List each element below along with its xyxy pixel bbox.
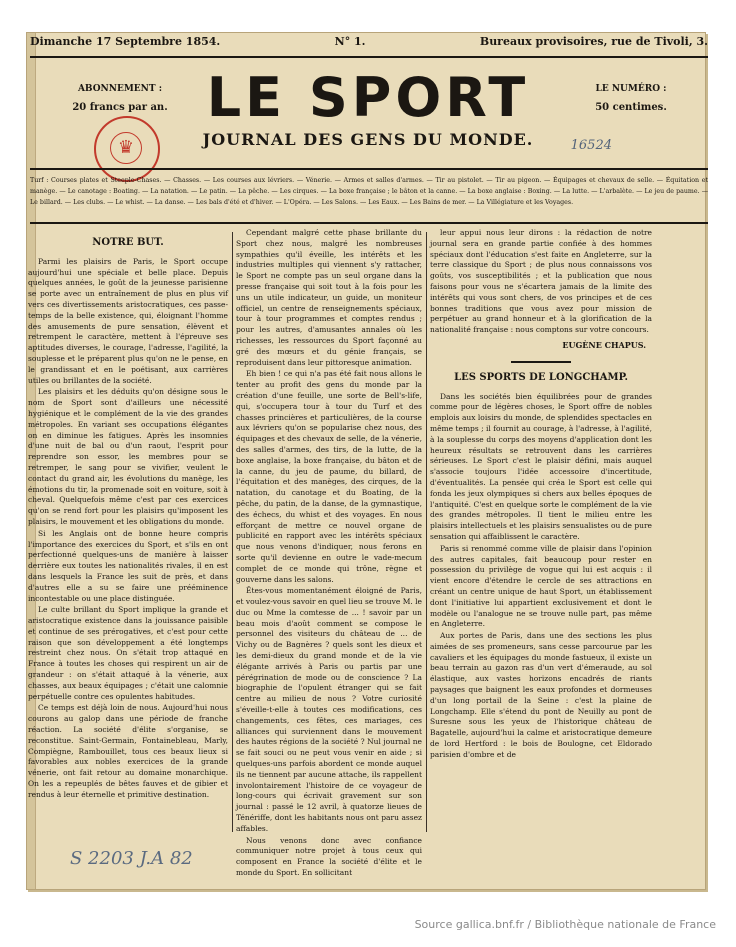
column-divider	[232, 232, 233, 832]
issue-date: Dimanche 17 Septembre 1854.	[30, 34, 221, 48]
topics-bottom-rule	[30, 222, 708, 224]
single-issue-price-box	[576, 84, 686, 113]
article-paragraph: Êtes-vous momentanément éloigné de Paris, et voulez-vous savoir en quel lieu se trouve M. le duc ou Mme la comtesse de ... ! savoir par un beau mois d'août comment se compose le personnel des visiteurs du château de ... de Vichy ou de Bagnères ? quels sont les dieux et les demi-dieux du grand monde et de la vie élégante arrivés à Paris ou partis par une pérégrination de mode ou de conscience ? La biographie de l'opulent étranger qui se fait centre au milieu de nous ? Votre curiosité s'éveille-t-elle à toutes ces modifications, ces changements, ces fêtes, ces mariages, ces alliances qui surviennent dans le mouvement des hautes régions de la société ? Nul journal ne se fait souci ou ne peut vous venir en aide ; si quelques-uns parfois abordent ce monde auquel ils ne tiennent par aucune attache, ils rappellent involontairement l'histoire de ce voyageur de long-cours qui écrivait gravement sur son journal : passé le 12 avril, à quatorze lieues de Ténériffe, dont les habitants nous ont paru assez affables.	[236, 586, 422, 833]
column-divider	[426, 232, 427, 832]
article-heading: NOTRE BUT.	[92, 237, 164, 248]
article-heading: LES SPORTS DE LONGCHAMP.	[454, 371, 628, 383]
article-paragraph: Ce temps est déjà loin de nous. Aujourd'hui nous courons au galop dans une période de franche réaction. La société d'élite s'organise, se reconstitue. Saint-Germain, Fontainebleau, Marly, Compiègne, Rambouillet, tous ces beaux lieux si favorables aux nobles exercices de la grande vénerie, ont fait retour au domaine monarchique. On les a repeuplés de bêtes fauves et de gibier et rendus à leur éternelle et primitive destination.	[28, 703, 228, 799]
article-paragraph: Si les Anglais ont de bonne heure compris l'importance des exercices du Sport, et s'ils en ont perfectionné quelques-uns de manière à laisser derrière eux toutes les nationalités rivales, il en est dans lesquels la France les suit de près, et dans d'autres elle a su se faire une prééminence incontestable ou une place distinguée.	[28, 528, 228, 603]
handwritten-margin-notes: S 2203 J.A 82	[70, 848, 193, 869]
library-stamp	[94, 116, 160, 182]
author-signature: EUGÈNE CHAPUS.	[562, 339, 646, 350]
dateline	[30, 32, 708, 50]
source-credit: Source gallica.bnf.fr / Bibliothèque nationale de France	[414, 918, 716, 931]
header-rule	[30, 56, 708, 58]
column-3	[430, 228, 652, 838]
newspaper-title: LE SPORT	[206, 66, 530, 129]
column-2	[236, 228, 422, 878]
article-paragraph: Dans les sociétés bien équilibrées pour de grandes comme pour de légères choses, le Sport offre de nobles emplois aux loisirs du monde, de splendides spectacles en même temps ; il fournit au courage, à l'adresse, à l'agilité, à la souplesse du corps des moyens d'application dont les heureux résultats se retrouvent dans les carrières sérieuses. Le Sport c'est le plaisir défini, mais auquel s'associe toujours l'idée accessoire d'incertitude, d'éventualités. La pensée qui créa le Sport est celle qui fonda les jeux olympiques si chers aux belles époques de l'antiquité. C'est en quelque sorte le complément de la vie des grandes métropoles. Il tient le milieu entre les plaisirs intellectuels et les plaisirs sensualistes ou de pure sensation qui affaiblissent le caractère.	[430, 391, 652, 541]
eagle-icon: ♛	[110, 132, 142, 164]
article-paragraph: Nous venons donc avec confiance communiquer notre projet à tous ceux qui composent en France la société d'élite et le monde du Sport. En sollicitant	[236, 835, 422, 878]
column-1	[28, 228, 228, 838]
topics-top-rule	[30, 168, 708, 170]
article-paragraph: Parmi les plaisirs de Paris, le Sport occupe aujourd'hui une spéciale et belle place. Depuis quelques années, le goût de la jeunesse parisienne se porte avec un entraînement de plus en plus vif vers ces divertissements aristocratiques, ces passe-temps de la belle existence, qui, éloignant l'homme des amusements de pure sensation, élèvent et retrempent le caractère, mettent à l'épreuve ses aptitudes diverses, le courage, l'adresse, l'agilité, la souplesse et le préparent plus qu'on ne le pense, en le grandissant et en le poétisant, aux carrières utiles ou brillantes de la société.	[28, 256, 228, 385]
article-paragraph: Eh bien ! ce qui n'a pas été fait nous allons le tenter au profit des gens du monde par la création d'une feuille, une sorte de Bell's-life, qui, s'occupera tour à tour du Turf et des chasses princières et particulières, de la course aux lévriers qu'on se popularise chez nous, des équipages et des chevaux de selle, de la vénerie, des salles d'armes, des tirs, de la lutte, de la boxe anglaise, la boxe française, du bâton et de la canne, du jeu de paume, du billard, de l'équitation et des manèges, des cirques, de la natation, du canotage et du Boating, de la pêche, du patin, de la danse, de la gymnastique, des échecs, du whist et des voyages. En nous efforçant de mettre ce nouvel organe de publicité en rapport avec les intérêts spéciaux que nous venons d'indiquer, nous ferons en sorte qu'il devienne en outre le vade-mecum complet de ce monde qui trône, règne et gouverne dans les salons.	[236, 369, 422, 584]
article-paragraph: Le culte brillant du Sport implique la grande et aristocratique existence dans la jouissance paisible et continue de ses prérogatives, et c'est pour cette raison que son développement a été longtemps restreint chez nous. On s'était trop attaqué en France à toutes les choses qui respirent un air de grandeur : on s'était attaqué à la vénerie, aux chasses, aux beaux équipages ; c'était une calomnie perpétuelle contre ces opulentes habitudes.	[28, 605, 228, 701]
issue-price: 50 centimes.	[595, 102, 667, 113]
article-paragraph: Paris si renommé comme ville de plaisir dans l'opinion des autres capitales, fait beaucoup pour rester en possession du privilège de vogue qui lui est acquis : il vient encore d'étendre le cercle de ses attractions en créant un centre unique de haut Sport, un établissement dont l'initiative lui appartient exclusivement et dont le modèle ou l'analogue ne se trouve nulle part, pas même en Angleterre.	[430, 543, 652, 629]
issue-price-label: LE NUMÉRO :	[595, 84, 667, 94]
handwritten-shelfmark: 16524	[570, 138, 612, 153]
newspaper-subtitle: JOURNAL DES GENS DU MONDE.	[202, 130, 534, 149]
article-paragraph: leur appui nous leur dirons : la rédaction de notre journal sera en grande partie confiée à des hommes spéciaux dont l'éducation s'est faite en Angleterre, sur la terre classique du Sport ; de plus nous connaissons vos goûts, vos susceptibilités ; et la publication que nous faisons pour vous ne s'écartera jamais de la limite des intérêts qui vous sont chers, de vos principes et de ces bonnes traditions que vous avez pour mission de perpétuer au grand honneur et à la glorification de la nationalité française : nous comptons sur votre concours.	[430, 228, 652, 335]
article-paragraph: Les plaisirs et les déduits qu'on désigne sous le nom de Sport sont d'ailleurs une nécessité hygiénique et le complément de la vie des grandes métropoles. En variant ses occupations élégantes on en diminue les fatigues. Après les insomnies d'une nuit de bal ou d'un raout, l'esprit pour reprendre son essor, les membres pour se retremper, le sang pour se vivifier, veulent le contact du grand air, les évolutions du manège, les émotions du tir, la promenade soit en voiture, soit à cheval. Quelquefois même c'est par ces exercices qu'on se rend fort pour les plaisirs qu'imposent les plaisirs, le mouvement et les obligations du monde.	[28, 387, 228, 526]
article-paragraph: Cependant malgré cette phase brillante du Sport chez nous, malgré les nombreuses sympathies qu'il éveille, les intérêts et les industries multiples qui viennent s'y rattacher, le Sport ne compte pas un seul organe dans la presse française qui soit tout à la fois pour les uns un utile indicateur, un guide, un moniteur officiel, un centre de renseignements spéciaux, tour à tour programmes et comptes rendus ; pour les autres, d'amusantes annales où les richesses, les ressources du Sport façonné au gré des mœurs et du génie français, se reproduisent dans leur pittoresque animation.	[236, 228, 422, 367]
office-address: Bureaux provisoires, rue de Tivoli, 3.	[479, 34, 708, 48]
section-divider	[511, 361, 571, 363]
subscription-price: 20 francs par an.	[72, 102, 168, 113]
subscription-label: ABONNEMENT :	[77, 84, 163, 94]
topics-list: Turf : Courses plates et Steeple-Chases. — Chasses. — Les courses aux lévriers. — Vénerie. — Armes et salles d'armes. — Tir au pistolet. — Tir au pigeon. — Équipages et chevaux de selle. — Équitation et manège. — Le canotage : Boating. — La natation. — Le patin. — La pêche. — Les cirques. — La boxe française ; le bâton et la canne. — La boxe anglaise : Boxing. — La lutte. — L'arbalète. — Le jeu de paume. — Le billard. — Les clubs. — Le whist. — La danse. — Les bals d'été et d'hiver. — L'Opéra. — Les Salons. — Les Eaux. — Les Bains de mer. — La Villégiature et les Voyages.	[30, 177, 708, 206]
article-paragraph: Aux portes de Paris, dans une des sections les plus aimées de ses promeneurs, sans cesse parcourue par les cavaliers et les équipages du monde fastueux, il existe un beau terrain au gazon ras d'un vert d'émeraude, au sol élastique, aux vastes horizons encadrés de riants paysages que baignent les eaux profondes et dormeuses d'un long portail de la Seine : c'est la plaine de Longchamp. Elle s'étend du pont de Neuilly au pont de Suresne sous les yeux de l'historique château de Bagatelle, aujourd'hui la calme et aristocratique demeure de lord Hertford : le bois de Boulogne, cet Eldorado parisien d'ombre et de	[430, 631, 652, 759]
issue-number: N° 1.	[334, 34, 366, 48]
